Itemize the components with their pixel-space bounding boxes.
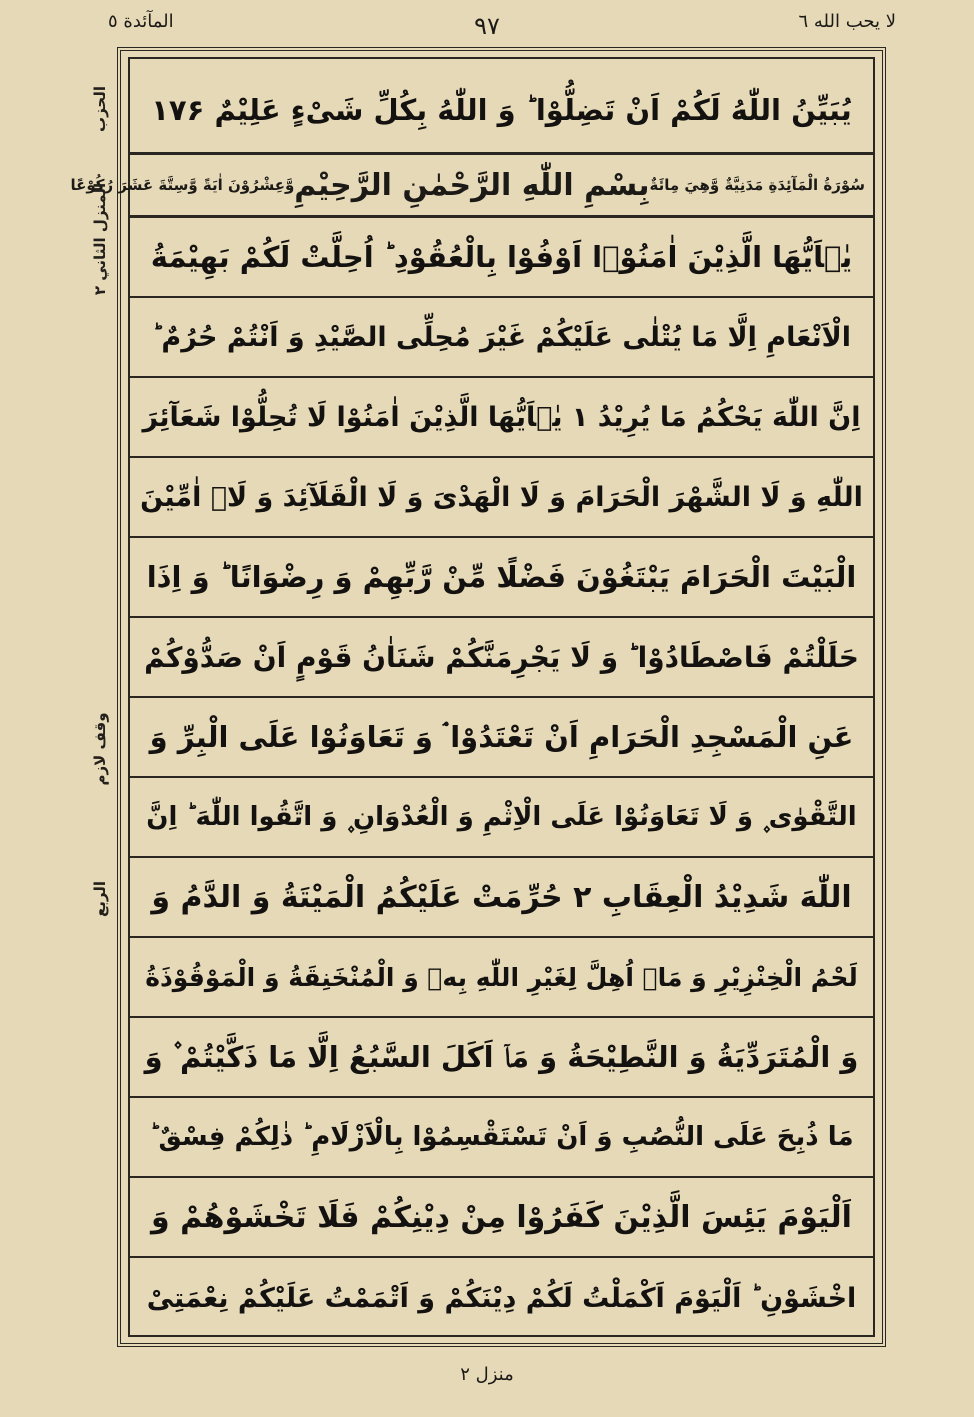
verse-text: اللّٰهِ وَ لَا الشَّهْرَ الْحَرَامَ وَ لَا الْهَدْیَ وَ لَا الْقَلَآئِدَ وَ لَاۤ اٰمِّيْنَ bbox=[140, 481, 863, 513]
verse-line-9 bbox=[128, 778, 875, 858]
verse-text: الْاَنْعَامِ اِلَّا مَا يُتْلٰى عَلَيْكُمْ غَيْرَ مُحِلِّى الصَّيْدِ وَ اَنْتُمْ حُرُمٌ ؕ bbox=[152, 321, 851, 353]
verse-text: وَ الْمُتَرَدِّيَةُ وَ النَّطِيْحَةُ وَ مَاۤ اَكَلَ السَّبُعُ اِلَّا مَا ذَكَّيْتُمْ ۫ وَ bbox=[144, 1039, 859, 1074]
verse-line-8 bbox=[128, 698, 875, 778]
verse-line-11 bbox=[128, 938, 875, 1018]
verse-line-1 bbox=[128, 68, 875, 152]
verse-text: الْبَيْتَ الْحَرَامَ يَبْتَغُوْنَ فَضْلًا مِّنْ رَّبِّهِمْ وَ رِضْوَانًا ؕ وَ اِذَا bbox=[146, 560, 857, 594]
verse-text: لَحْمُ الْخِنْزِيْرِ وَ مَاۤ اُهِلَّ لِغَيْرِ اللّٰهِ بِهٖ وَ الْمُنْخَنِقَةُ وَ الْمَوْقُوْذَةُ bbox=[145, 962, 858, 992]
verse-line-4 bbox=[128, 378, 875, 458]
verse-text: عَنِ الْمَسْجِدِ الْحَرَامِ اَنْ تَعْتَدُوْا ۘ وَ تَعَاوَنُوْا عَلَى الْبِرِّ وَ bbox=[149, 719, 854, 754]
verse-text: اخْشَوْنِ ؕ اَلْيَوْمَ اَكْمَلْتُ لَكُمْ دِيْنَكُمْ وَ اَتْمَمْتُ عَلَيْكُمْ نِعْمَتِیْ bbox=[146, 1282, 857, 1314]
sura-info-left: وَّعِشْرُوْنَ اٰيَةً وَّسِتَّةَ عَشَرَ رُكُوْعًا bbox=[70, 176, 295, 194]
bismillah: بِسْمِ اللّٰهِ الرَّحْمٰنِ الرَّحِيْمِ bbox=[294, 167, 650, 203]
verse-line-15 bbox=[128, 1258, 875, 1338]
margin-note-rub: الربع bbox=[91, 881, 109, 917]
page-number: ٩٧ bbox=[474, 12, 500, 40]
margin-note-manzil: المنزل الثاني ٢ bbox=[91, 182, 109, 296]
margin-note-hizb: الحزب bbox=[91, 86, 109, 132]
verse-line-12 bbox=[128, 1018, 875, 1098]
verse-text: اَلْيَوْمَ يَئِسَ الَّذِيْنَ كَفَرُوْا مِنْ دِيْنِكُمْ فَلَا تَخْشَوْهُمْ وَ bbox=[151, 1199, 852, 1235]
verse-line-6 bbox=[128, 538, 875, 618]
verse-line-14 bbox=[128, 1178, 875, 1258]
verse-line-2 bbox=[128, 218, 875, 298]
verse-line-7 bbox=[128, 618, 875, 698]
verse-line-13 bbox=[128, 1098, 875, 1178]
verse-text: يٰۤاَيُّهَا الَّذِيْنَ اٰمَنُوْۤا اَوْفُوْا بِالْعُقُوْدِ ؕ اُحِلَّتْ لَكُمْ بَهِيْمَةُ bbox=[150, 240, 853, 274]
verse-text: مَا ذُبِحَ عَلَى النُّصُبِ وَ اَنْ تَسْتَقْسِمُوْا بِالْاَزْلَامِ ؕ ذٰلِكُمْ فِسْقٌ ؕ bbox=[149, 1122, 854, 1152]
header-juz-name: لا يحب الله ٦ bbox=[798, 11, 896, 32]
verse-text: اِنَّ اللّٰهَ يَحْكُمُ مَا يُرِيْدُ ۱ يٰۤاَيُّهَا الَّذِيْنَ اٰمَنُوْا لَا تُحِلُّوْا شَعَآئِرَ bbox=[142, 401, 861, 433]
sura-info-right: سُوْرَةُ الْمَآئِدَةِ مَدَنِيَّةٌ وَّهِيَ مِائَةٌ bbox=[649, 176, 865, 194]
verse-line-5 bbox=[128, 458, 875, 538]
verse-line-10 bbox=[128, 858, 875, 938]
verse-text: اللّٰهَ شَدِيْدُ الْعِقَابِ ۲ حُرِّمَتْ عَلَيْكُمُ الْمَيْتَةُ وَ الدَّمُ وَ bbox=[151, 879, 852, 915]
verse-text: يُبَيِّنُ اللّٰهُ لَكُمْ اَنْ تَضِلُّوْا ؕ وَ اللّٰهُ بِكُلِّ شَیْءٍ عَلِیْمٌ ۱۷۶ bbox=[151, 93, 852, 127]
header-sura-name: المآئدة ٥ bbox=[108, 11, 174, 32]
margin-note-waqf: وقف لازم bbox=[91, 712, 109, 786]
verse-text: حَلَلْتُمْ فَاصْطَادُوْا ؕ وَ لَا يَجْرِمَنَّكُمْ شَنَاٰنُ قَوْمٍ اَنْ صَدُّوْكُمْ bbox=[144, 640, 859, 674]
verse-text: التَّقْوٰى ۪ وَ لَا تَعَاوَنُوْا عَلَى الْاِثْمِ وَ الْعُدْوَانِ ۪ وَ اتَّقُوا اللّٰهَ ؕ اِنَّ bbox=[146, 801, 857, 832]
sura-heading bbox=[70, 152, 875, 218]
footer-manzil: منزل ٢ bbox=[460, 1364, 514, 1385]
verse-line-3 bbox=[128, 298, 875, 378]
